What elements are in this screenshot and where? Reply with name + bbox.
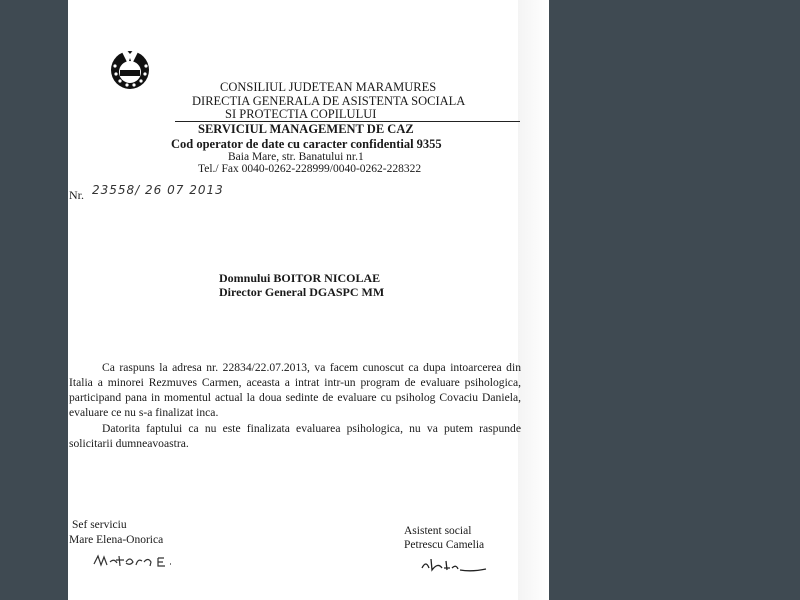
header-phone: Tel./ Fax 0040-0262-228999/0040-0262-228322 (198, 163, 422, 175)
recipient-title: Director General DGASPC MM (219, 285, 385, 299)
body-paragraph-2: Datorita faptului ca nu este finalizata evaluarea psihologica, nu va putem raspunde solicitarii dumneavoastra. (69, 422, 521, 450)
header-service: SERVICIUL MANAGEMENT DE CAZ (198, 122, 414, 136)
right-signatory-name: Petrescu Camelia (404, 539, 485, 551)
recipient-name: Domnului BOITOR NICOLAE (219, 271, 381, 285)
header-council: CONSILIUL JUDETEAN MARAMURES (220, 80, 437, 94)
right-handwritten-signature-icon (420, 556, 490, 574)
left-signatory-name: Mare Elena-Onorica (69, 534, 164, 546)
scan-edge-shade (518, 0, 549, 600)
header-address: Baia Mare, str. Banatului nr.1 (228, 151, 364, 163)
header-child-protection: SI PROTECTIA COPILULUI (225, 107, 377, 121)
left-signatory-role: Sef serviciu (72, 519, 127, 531)
header-operator-code: Cod operator de date cu caracter confidential 9355 (171, 137, 442, 151)
body-paragraph-1: Ca raspuns la adresa nr. 22834/22.07.2013, va facem cunoscut ca dupa intoarcerea din Italia a minorei Rezmuves Carmen, aceasta a intrat intr-un program de evaluare psihologica, participand pana in momentul actual la doua sedinte de evaluare cu psiholog Covaciu Daniela, evaluare ce nu s-a finalizat inca. (69, 361, 521, 419)
header-directorate: DIRECTIA GENERALA DE ASISTENTA SOCIALA (192, 94, 466, 108)
registration-label: Nr. (69, 188, 84, 202)
right-signatory-role: Asistent social (404, 525, 472, 537)
registration-number-handwritten: 23558/ 26 07 2013 (92, 183, 224, 197)
institution-logo-icon (106, 44, 154, 90)
left-handwritten-signature-icon (92, 550, 182, 572)
